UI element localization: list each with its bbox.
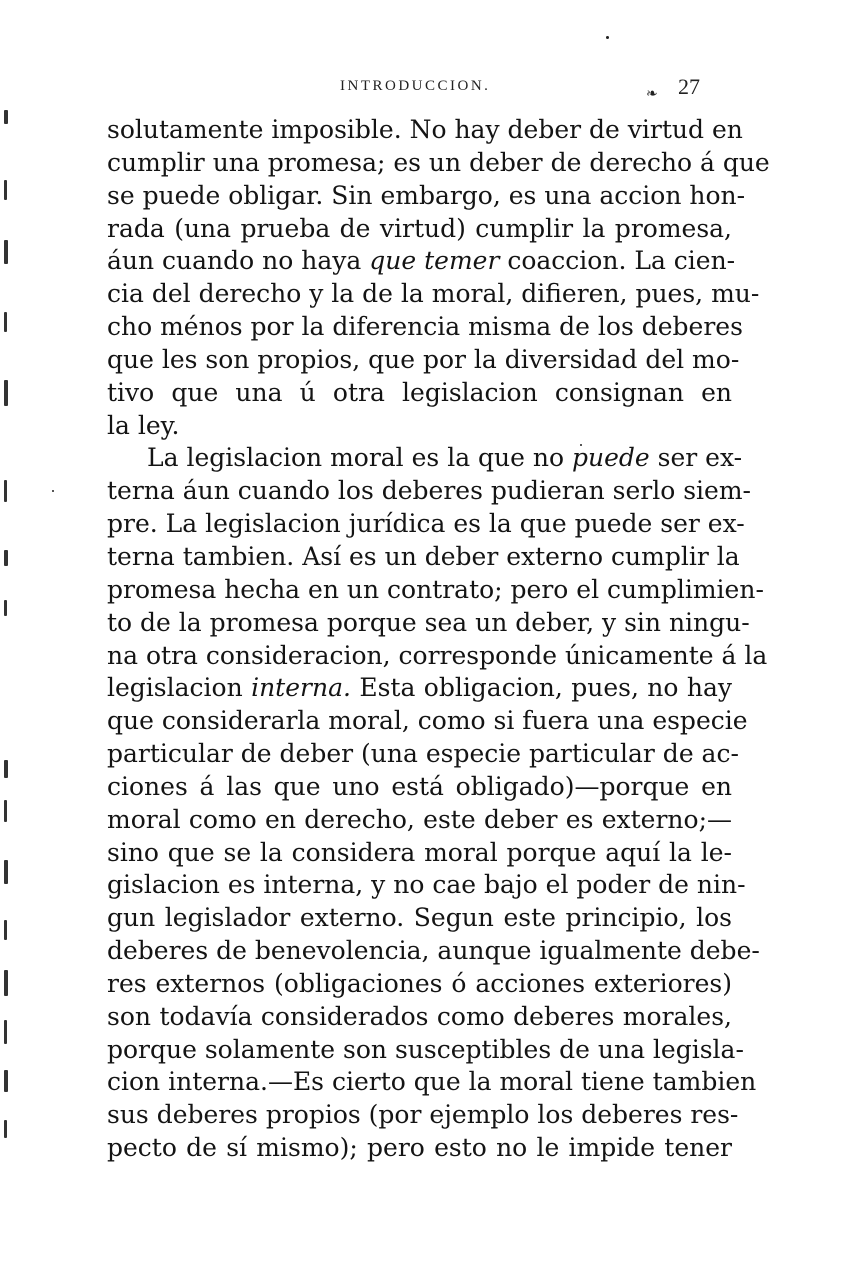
body-text xyxy=(107,114,770,1165)
text-line: solutamente imposible. No hay deber de virtud en xyxy=(107,115,743,144)
text-line: son todavía considerados como deberes morales, xyxy=(107,1001,732,1031)
text-line: promesa hecha en un contrato; pero el cumplimien- xyxy=(107,574,764,604)
text-line: res externos (obligaciones ó acciones exteriores) xyxy=(107,968,732,998)
text-line: cho ménos por la diferencia misma de los deberes xyxy=(107,312,743,342)
text-line: ciones á las que uno está obligado)—porque en xyxy=(107,771,732,801)
text-line: cumplir una promesa; es un deber de derecho á que xyxy=(107,147,770,177)
text-run: áun cuando no haya xyxy=(107,246,370,276)
text-line: terna áun cuando los deberes pudieran serlo siem- xyxy=(107,476,751,506)
text-line: na otra consideracion, corresponde únicamente á la xyxy=(107,640,768,670)
text-line: cion interna.—Es cierto que la moral tiene tambien xyxy=(107,1067,757,1097)
text-line: gislacion es interna, y no cae bajo el poder de nin- xyxy=(107,870,746,900)
text-line xyxy=(107,442,743,475)
ornament-icon: ❧ xyxy=(646,86,658,102)
text-line: pre. La legislacion jurídica es la que puede ser ex- xyxy=(107,509,745,539)
text-line: tivo que una ú otra legislacion consignan en xyxy=(107,377,732,407)
text-line: rada (una prueba de virtud) cumplir la promesa, xyxy=(107,213,732,243)
text-run: legislacion xyxy=(107,673,252,703)
text-run: Esta obligacion, pues, no hay xyxy=(350,673,732,703)
text-run: ser ex- xyxy=(649,443,743,473)
text-line: pecto de sí mismo); pero esto no le impide tener xyxy=(107,1133,732,1163)
text-line xyxy=(107,245,736,278)
italic-phrase: puede xyxy=(572,443,650,473)
text-line: la ley. xyxy=(107,410,180,440)
text-run: coaccion. La cien- xyxy=(499,246,736,276)
text-line: to de la promesa porque sea un deber, y sin ningu- xyxy=(107,607,750,637)
text-line: particular de deber (una especie particular de ac- xyxy=(107,739,739,769)
text-line: se puede obligar. Sin embargo, es una accion hon- xyxy=(107,180,746,210)
text-line: sus deberes propios (por ejemplo los deberes res- xyxy=(107,1100,739,1130)
text-line: moral como en derecho, este deber es externo;— xyxy=(107,804,732,834)
bleed-through-marks xyxy=(0,60,20,1200)
text-line: gun legislador externo. Segun este principio, los xyxy=(107,903,732,933)
text-line: deberes de benevolencia, aunque igualmente debe- xyxy=(107,936,760,966)
text-line: que les son propios, que por la diversidad del mo- xyxy=(107,344,740,374)
ink-speck xyxy=(606,36,609,39)
text-line: que considerarla moral, como si fuera una especie xyxy=(107,706,748,736)
text-run: La legislacion moral es la que no xyxy=(147,443,572,473)
text-line: sino que se la considera moral porque aquí la le- xyxy=(107,837,732,867)
page-header xyxy=(0,74,854,104)
text-line: porque solamente son susceptibles de una legisla- xyxy=(107,1034,744,1064)
italic-phrase: interna. xyxy=(251,673,351,703)
paragraph-2 xyxy=(107,442,768,1165)
page-number: 27 xyxy=(678,74,700,99)
text-line xyxy=(107,672,732,705)
text-line: cia del derecho y la de la moral, difieren, pues, mu- xyxy=(107,279,760,309)
ink-speck xyxy=(52,490,54,492)
text-line: terna tambien. Así es un deber externo cumplir la xyxy=(107,541,740,571)
running-head: INTRODUCCION. xyxy=(340,78,491,94)
paragraph-1 xyxy=(107,114,770,442)
italic-phrase: que temer xyxy=(369,246,500,276)
